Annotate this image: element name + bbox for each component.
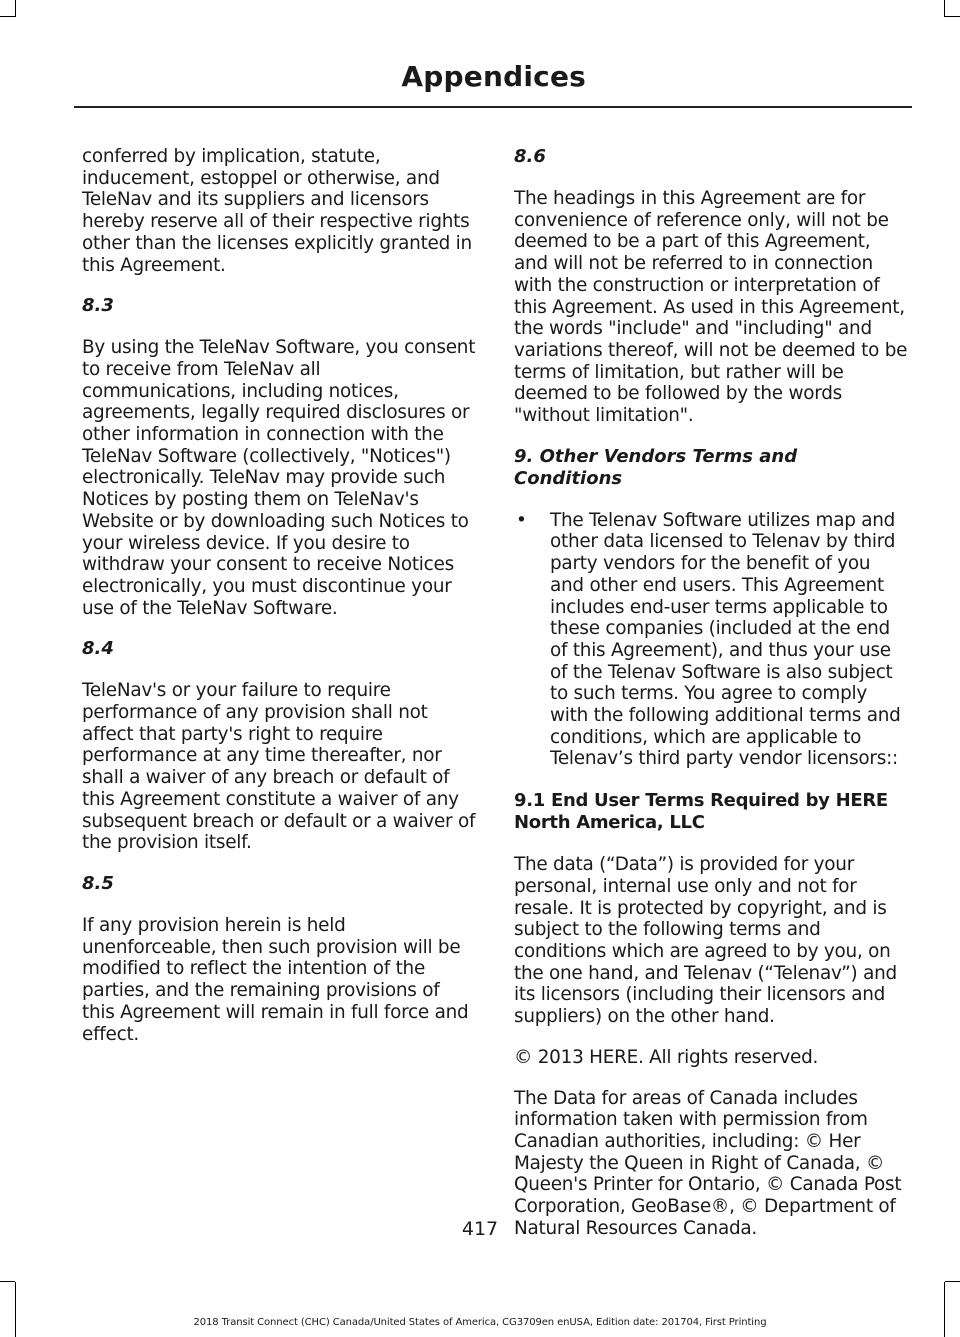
crop-mark-bottom-left-horizontal [0,1281,15,1282]
paragraph-8-3: By using the TeleNav Software, you consent to receive from TeleNav all communications, including notices, agreements, legally required disclosures or other information in connection with the TeleNav Software (collectively, "Notices") electronically. TeleNav may provide such Notices by posting them on TeleNav's Website or by downloading such Notices to your wireless device. If you desire to withdraw your consent to receive Notices electronically, you must discontinue your use of the TeleNav Software. [82,337,476,619]
paragraph-9-1-canada: The Data for areas of Canada includes information taken with permission from Canadian authorities, including: © Her Majesty the Queen in Right of Canada, © Queen's Printer for Ontario, © Canada Post Corporation, GeoBase®, © Department of Natural Resources Canada. [514,1087,902,1239]
section-heading-8-6: 8.6 [514,146,546,167]
left-column [82,146,476,1064]
crop-mark-top-right-vertical [944,0,945,17]
section-heading-8-4: 8.4 [82,638,114,660]
section-heading-9-1: 9.1 End User Terms Required by HERE North America, LLC [514,790,888,834]
paragraph-9-1-data: The data (“Data”) is provided for your personal, internal use only and not for resale. It is protected by copyright, and is subject to the following terms and conditions which are agreed to by you, on the one hand, and Telenav (“Telenav”) and its licensors (including their licensors and suppliers) on the other hand. [514,854,897,1028]
paragraph-8-4: TeleNav's or your failure to require performance of any provision shall not affect that party's right to require performance at any time thereafter, nor shall a waiver of any breach or default of this Agreement constitute a waiver of any subsequent breach or default or a waiver of the provision itself. [82,680,476,854]
crop-mark-bottom-left-vertical [15,1282,16,1337]
section-heading-8-3: 8.3 [82,295,114,317]
paragraph-9-1-copyright: © 2013 HERE. All rights reserved. [514,1046,819,1068]
crop-mark-top-right-horizontal [945,16,960,17]
paragraph-continuation: conferred by implication, statute, inducement, estoppel or otherwise, and TeleNav and its suppliers and licensors hereby reserve all of their respective rights other than the licenses explicitly granted in this Agreement. [82,146,472,276]
crop-mark-bottom-right-vertical [944,1282,945,1337]
crop-mark-bottom-right-horizontal [945,1281,960,1282]
bullet-text: The Telenav Software utilizes map and other data licensed to Telenav by third party vendors for the benefit of you and other end users. This Agreement includes end-user terms applicable to these companies (included at the end of this Agreement), and thus your use of the Telenav Software is also subject to such terms. You agree to comply with the following additional terms and conditions, which are applicable to Telenav’s third party vendor licensors:: [550,509,901,770]
page-title: Appendices [401,60,586,93]
bullet-mark: • [516,509,527,531]
section-heading-8-5: 8.5 [82,872,114,894]
section-heading-9: 9. Other Vendors Terms and Conditions [514,445,798,489]
crop-mark-top-left-vertical [15,0,16,17]
footer-text: 2018 Transit Connect (CHC) Canada/United States of America, CG3709en enUSA, Edition date: 201704, First Printing [193,1317,767,1328]
right-column [514,146,908,1258]
paragraph-8-5: If any provision herein is held unenforceable, then such provision will be modified to reflect the intention of the parties, and the remaining provisions of this Agreement will remain in full force and effect. [82,914,469,1045]
crop-mark-top-left-horizontal [0,16,15,17]
paragraph-8-6: The headings in this Agreement are for convenience of reference only, will not be deemed to be a part of this Agreement, and will not be referred to in connection with the construction or interpretation of this Agreement. As used in this Agreement, the words "include" and "including" and variations thereof, will not be deemed to be terms of limitation, but rather will be deemed to be followed by the words "without limitation". [514,188,908,427]
page-number: 417 [461,1218,499,1240]
header-divider [74,106,912,108]
list-item [514,510,908,770]
